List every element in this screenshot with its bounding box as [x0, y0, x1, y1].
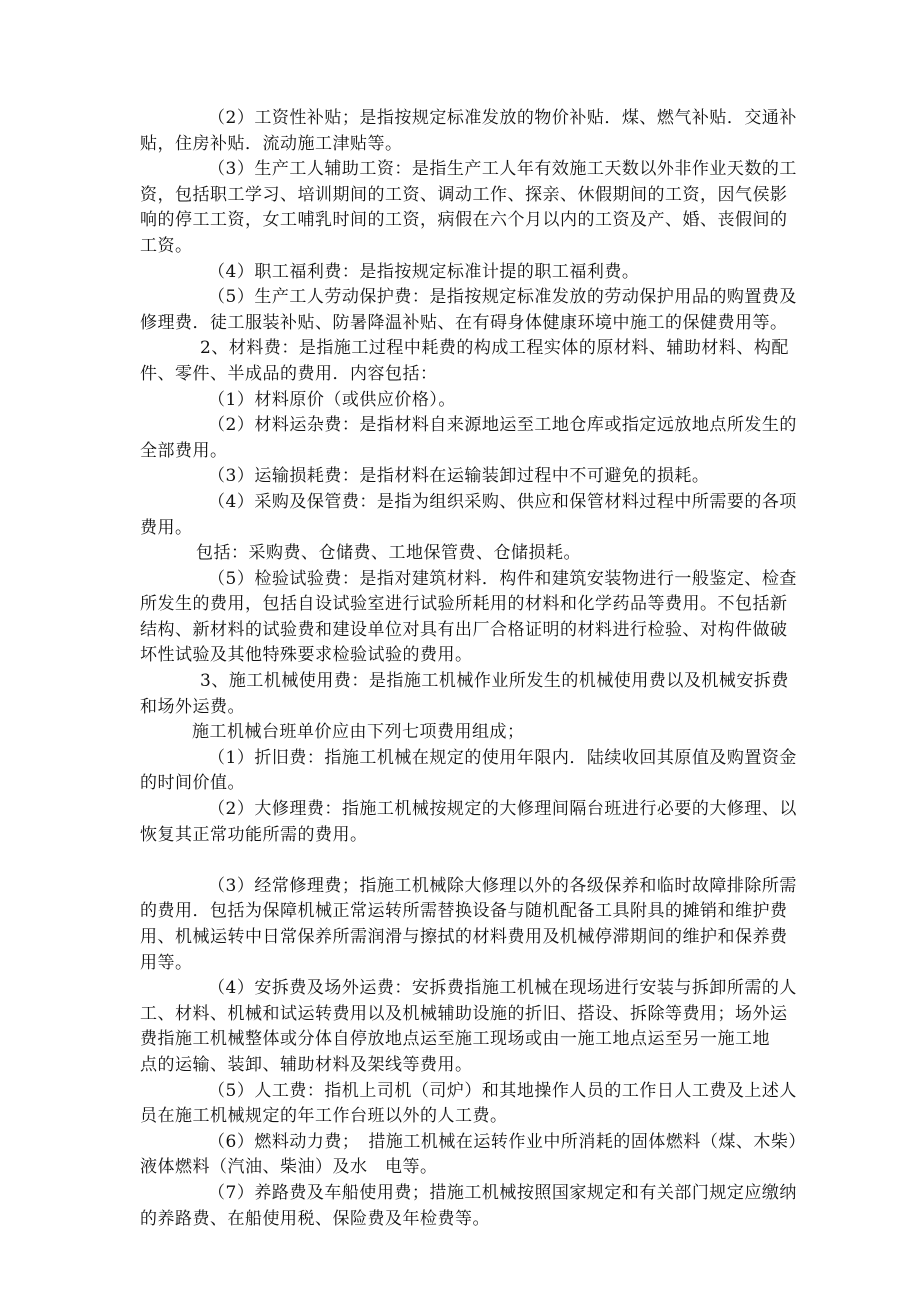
text-line: 恢复其正常功能所需的费用。 — [140, 824, 368, 845]
text-line: （4）采购及保管费：是指为组织采购、供应和保管材料过程中所需要的各项 — [208, 491, 797, 512]
text-line: 和场外运费。 — [140, 696, 245, 717]
paragraph-gap — [140, 848, 830, 874]
text-line: （3）生产工人辅助工资：是指生产工人年有效施工天数以外非作业天数的工 — [208, 159, 797, 180]
text-line: （5）人工费：指机上司机（司炉）和其地操作人员的工作日人工费及上述人 — [208, 1080, 797, 1101]
text-line: （1）折旧费：指施工机械在规定的使用年限内．陆续收回其原值及购置资金 — [208, 747, 797, 768]
text-line: （2）材料运杂费：是指材料自来源地运至工地仓库或指定远放地点所发生的 — [208, 415, 797, 436]
text-line: （4）安拆费及场外运费：安拆费指施工机械在现场进行安装与拆卸所需的人 — [208, 978, 797, 999]
text-line: （3）运输损耗费：是指材料在运输装卸过程中不可避免的损耗。 — [208, 466, 710, 487]
text-line: 资，包括职工学习、培训期间的工资、调动工作、探亲、休假期间的工资，因气侯影 — [140, 184, 788, 205]
text-line: 点的运输、装卸、辅助材料及架线等费用。 — [140, 1054, 473, 1075]
text-line: （3）经常修理费；指施工机械除大修理以外的各级保养和临时故障排除所需 — [208, 875, 797, 896]
text-line: （7）养路费及车船使用费；措施工机械按照国家规定和有关部门规定应缴纳 — [208, 1182, 797, 1203]
text-line: （6）燃料动力费； 措施工机械在运转作业中所消耗的固体燃料（煤、木柴） — [208, 1131, 806, 1152]
text-line: 费指施工机械整体或分体自停放地点运至施工现场或由一施工地点运至另一施工地 — [140, 1029, 770, 1050]
text-line: （2）大修理费：指施工机械按规定的大修理间隔台班进行必要的大修理、以 — [208, 799, 797, 820]
document-body — [140, 106, 830, 1232]
section-heading-machinery: 3、施工机械使用费：是指施工机械作业所发生的机械使用费以及机械安拆费 — [200, 671, 789, 692]
text-line: 的费用．包括为保障机械正常运转所需替换设备与随机配备工具附具的摊销和维护费 — [140, 901, 788, 922]
text-line: （2）工资性补贴；是指按规定标准发放的物价补贴．煤、燃气补贴．交通补 — [208, 108, 797, 128]
text-line: 工、材料、机械和试运转费用以及机械辅助设施的折旧、搭设、拆除等费用；场外运 — [140, 1003, 788, 1024]
text-line: 的养路费、在船使用税、保险费及年检费等。 — [140, 1208, 490, 1229]
text-line: 施工机械台班单价应由下列七项费用组成； — [192, 722, 525, 743]
text-line: （5）生产工人劳动保护费：是指按规定标准发放的劳动保护用品的购置费及 — [208, 287, 797, 308]
text-line: 用、机械运转中日常保养所需润滑与擦拭的材料费用及机械停滞期间的维护和保养费 — [140, 927, 788, 947]
text-line: （5）检验试验费：是指对建筑材料．构件和建筑安装物进行一般鉴定、检查 — [208, 568, 797, 589]
text-line: 贴，住房补贴．流动施工津贴等。 — [140, 133, 403, 154]
section-heading-materials: 2、材料费：是指施工过程中耗费的构成工程实体的原材料、辅助材料、构配 — [200, 338, 789, 359]
text-line: 结构、新材料的试验费和建设单位对具有出厂合格证明的材料进行检验、对构件做破 — [140, 619, 788, 640]
text-line: 液体燃料（汽油、柴油）及水 电等。 — [140, 1157, 438, 1178]
text-line: 所发生的费用，包括自设试验室进行试验所耗用的材料和化学药品等费用。不包括新 — [140, 594, 788, 615]
text-line: 用等。 — [140, 952, 193, 973]
text-line: 工资。 — [140, 235, 193, 256]
text-line: 件、零件、半成品的费用．内容包括： — [140, 363, 438, 384]
text-line: 坏性试验及其他特殊要求检验试验的费用。 — [140, 645, 473, 666]
text-line: 包括：采购费、仓储费、工地保管费、仓储损耗。 — [196, 543, 581, 564]
text-line: 费用。 — [140, 517, 193, 538]
text-line: （1）材料原价（或供应价格）。 — [208, 389, 456, 410]
text-line: 全部费用。 — [140, 440, 228, 461]
text-line: 修理费．徒工服装补贴、防暑降温补贴、在有碍身体健康环境中施工的保健费用等。 — [140, 312, 788, 333]
text-line: （4）职工福利费：是指按规定标准计提的职工福利费。 — [208, 261, 640, 282]
text-line: 员在施工机械规定的年工作台班以外的人工费。 — [140, 1106, 508, 1127]
text-line: 的时间价值。 — [140, 773, 245, 794]
text-line: 响的停工工资，女工哺乳时间的工资，病假在六个月以内的工资及产、婚、丧假间的 — [140, 210, 788, 231]
